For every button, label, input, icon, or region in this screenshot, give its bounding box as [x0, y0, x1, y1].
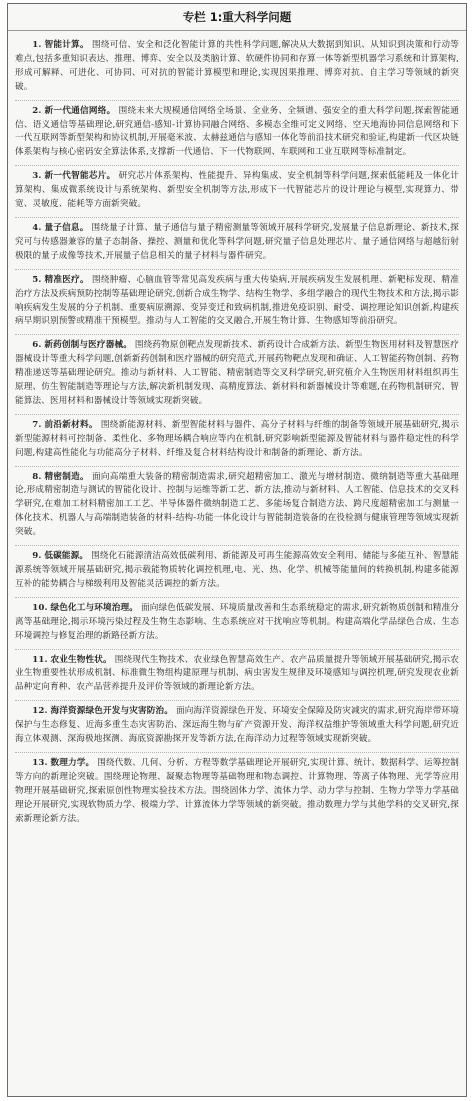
item-text: 面向绿色低碳发展、环境质量改善和生态系统稳定的需求,研究新物质创制和精准分离等基础理论,揭示环境污染过程及生物生态影响、生态系统应对干扰响应等机制。构建高端化学品绿色合成、生态环境调控与修复治理的新路径新方法。: [15, 602, 459, 641]
box-title: 专栏 1:重大科学问题: [8, 4, 466, 31]
science-problem-item: [15, 415, 459, 467]
item-number: 4.: [32, 222, 42, 233]
item-text: 围绕新能源材料、新型智能材料与器件、高分子材料与纤维的制备等领域开展基础研究,揭示新型能源材料可控制备、柔性化、多物理场耦合响应等内在机制,研究影响新型能源及智能材料与器件稳定性的科学问题,构建高性能化与功能高分子材料、纤维及复合材料结构设计和制备的新理论、新方法。: [15, 419, 459, 458]
science-problem-item: [15, 335, 459, 415]
item-heading: 新一代通信网络。: [44, 105, 116, 116]
item-heading: 前沿新材料。: [44, 419, 98, 430]
item-text: 围绕药物原创靶点发现新技术、新药设计合成新方法、新型生物医用材料及智慧医疗器械设计等重大科学问题,创新新药创制和医疗器械的研究范式,开展药物靶点发现和确证、人工智能药物创制、药物精准递送等基础理论研究。推动与新材料、人工智能、精密制造等交叉科学研究,研究植介入生物医用材料组织再生原理、仿生智能制造等理论与方法,解决新机制发现、高精度算法、新材料和新器械设计等难题,在药物机制研究、智能算法、医用材料和器械设计等领域实现新突破。: [15, 340, 459, 406]
science-problem-item: [15, 546, 459, 598]
item-number: 9.: [32, 551, 42, 562]
item-heading: 量子信息。: [44, 222, 89, 233]
item-heading: 绿色化工与环境治理。: [50, 602, 139, 613]
science-problem-item: [15, 598, 459, 650]
item-heading: 农业生物性状。: [50, 654, 112, 665]
science-problem-item: [15, 650, 459, 702]
science-problem-item: [15, 701, 459, 753]
item-number: 5.: [32, 274, 42, 285]
item-heading: 新药创制与医疗器械。: [44, 340, 132, 351]
item-number: 13.: [32, 757, 48, 768]
item-heading: 低碳能源。: [44, 551, 89, 562]
science-problem-item: [15, 467, 459, 547]
item-heading: 新一代智能芯片。: [44, 171, 116, 182]
item-heading: 精准医疗。: [44, 274, 89, 285]
item-number: 8.: [32, 471, 42, 482]
science-problem-item: [15, 270, 459, 336]
item-number: 3.: [32, 171, 42, 182]
item-text: 围绕量子计算、量子通信与量子精密测量等领域开展科学研究,发展量子信息新理论、新技术,探究可与传感器兼容的量子态制备、操控、测量和优化等科学问题,研究量子信息处理芯片、量子通信网络与超越衍射极限的量子成像等技术,开展量子信息相关的量子材料与器件研究。: [15, 222, 459, 261]
item-text: 研究芯片体系架构、性能提升、异构集成、安全机制等科学问题,探索低能耗及一体化计算架构、集成微系统设计与系统架构、新型安全机制等方法,形成下一代智能芯片的设计理论与模型,实现算力、带宽、灵敏度、能耗等方面新突破。: [15, 171, 459, 210]
item-text: 围绕未来大规模通信网络全场景、全业务、全频谱、强安全的重大科学问题,探索智能通信、语义通信等基础理论,研究通信-感知-计算协同融合网络、多模态全维可定义网络、空天地海协同信息网络和下一代互联网等新型架构和协议机制,开展毫米波、太赫兹通信与感知一体化等前沿技术研究和验证,构建新一代区块链体系架构与核心密码安全算法体系,支撑新一代通信、下一代物联网、车联网和工业互联网等标准制定。: [15, 105, 459, 158]
item-number: 11.: [32, 654, 48, 665]
item-heading: 海洋资源绿色开发与灾害防治。: [50, 706, 174, 717]
science-problem-item: [15, 101, 459, 167]
item-text: 围绕代数、几何、分析、方程等数学基础理论开展研究,实现计算、统计、数据科学、运筹控制等方向的新理论突破。围绕理论物理、凝聚态物理等基础物理和物态调控、计算物理、等离子体物理、光学等应用物理开展基础研究,探索原创性物理实验技术方法。围绕固体力学、流体力学、动力学与控制、生物力学等力学基础理论开展研究,实现软物质力学、极端力学、计算流体力学等领域的新突破。推动数理力学与其他学科的交叉研究,探索新理论新方法。: [15, 757, 459, 824]
item-number: 10.: [32, 602, 48, 613]
item-text: 围绕化石能源清洁高效低碳利用、新能源及可再生能源高效安全利用、储能与多能互补、智慧能源系统等领域开展基础研究,揭示载能物质转化调控机理,电、光、热、化学、机械等能量间的转换机制,构建多能源互补的能势耦合与梯级利用及智能灵活调控的新方法。: [15, 551, 459, 589]
item-number: 7.: [32, 419, 42, 430]
science-problem-item: [15, 218, 459, 270]
item-text: 围绕肿瘤、心脑血管等常见高发疾病与重大传染病,开展疾病发生发展机理、新靶标发现、精准治疗方法及疾病预防控制等基础理论研究,创新合成生物学、结构生物学、多组学融合的现代生物技术和方法,揭示影响疾病发生发展的分子机制、重要病原溯源、变异变迁和致病机制,推进免疫识别、耐受、调控理论知识创新,构建疾病早期识别预警或精准干预模型。推动与人工智能的交叉融合,开展生物计算、生物感知等前沿研究。: [15, 274, 459, 327]
item-list: [8, 31, 466, 832]
item-text: 围绕可信、安全和泛化智能计算的共性科学问题,解决从大数据到知识、从知识到决策和行动等难点,包括多重知识表达、推理、博弈、安全以及类脑计算、软硬件协同和存算一体等新型机器学习系统和计算架构,形成可解释、可进化、可协同、可对抗的智能计算模型和理论,实现因果推理、博弈对抗、自主学习等领域的新突破。: [15, 40, 459, 92]
item-text: 面向高端重大装备的精密制造需求,研究超精密加工、激光与增材制造、微纳制造等重大基础理论,形成精密制造与测试的智能化设计、控制与运维等新工艺、新方法,推动与新材料、人工智能、信息技术的交叉科学研究,在难加工材料精密加工工艺、半导体器件微纳制造工艺、多能场复合制造方法、跨尺度超精密加工与测量一体化技术、机器人与高端制造装备的材料-结构-功能一体化设计与智能制造装备的在役检测与健康管理等领域实现新突破。: [15, 471, 459, 538]
item-heading: 精密制造。: [44, 471, 89, 482]
item-number: 12.: [32, 706, 48, 717]
item-text: 围绕现代生物技术、农业绿色智慧高效生产、农产品质量提升等领域开展基础研究,揭示农业生物重要性状形成机制、标准微生物组构建原理与机制、病虫害发生规律及环境感知与调控机理,研究发现农业新品种定向育种、农产品营养提升及评价等领域的新理论新方法。: [15, 654, 460, 693]
item-text: 面向海洋资源绿色开发、环境安全保障及防灾减灾的需求,研究海岸带环境保护与生态修复、近海多重生态灾害防治、深远海生物与矿产资源开发、海洋权益维护等领域重大科学问题,研究近海立体观测、深海极地探测、海底资源勘探开发等新方法,在海洋动力过程等领域实现新突破。: [15, 706, 460, 745]
science-problem-item: [15, 35, 459, 101]
item-number: 1.: [32, 40, 42, 50]
item-heading: 数理力学。: [50, 757, 95, 768]
feature-box: [7, 3, 467, 1097]
item-heading: 智能计算。: [44, 40, 89, 50]
item-number: 2.: [32, 105, 42, 116]
science-problem-item: [15, 753, 459, 832]
science-problem-item: [15, 166, 459, 218]
item-number: 6.: [32, 340, 42, 351]
